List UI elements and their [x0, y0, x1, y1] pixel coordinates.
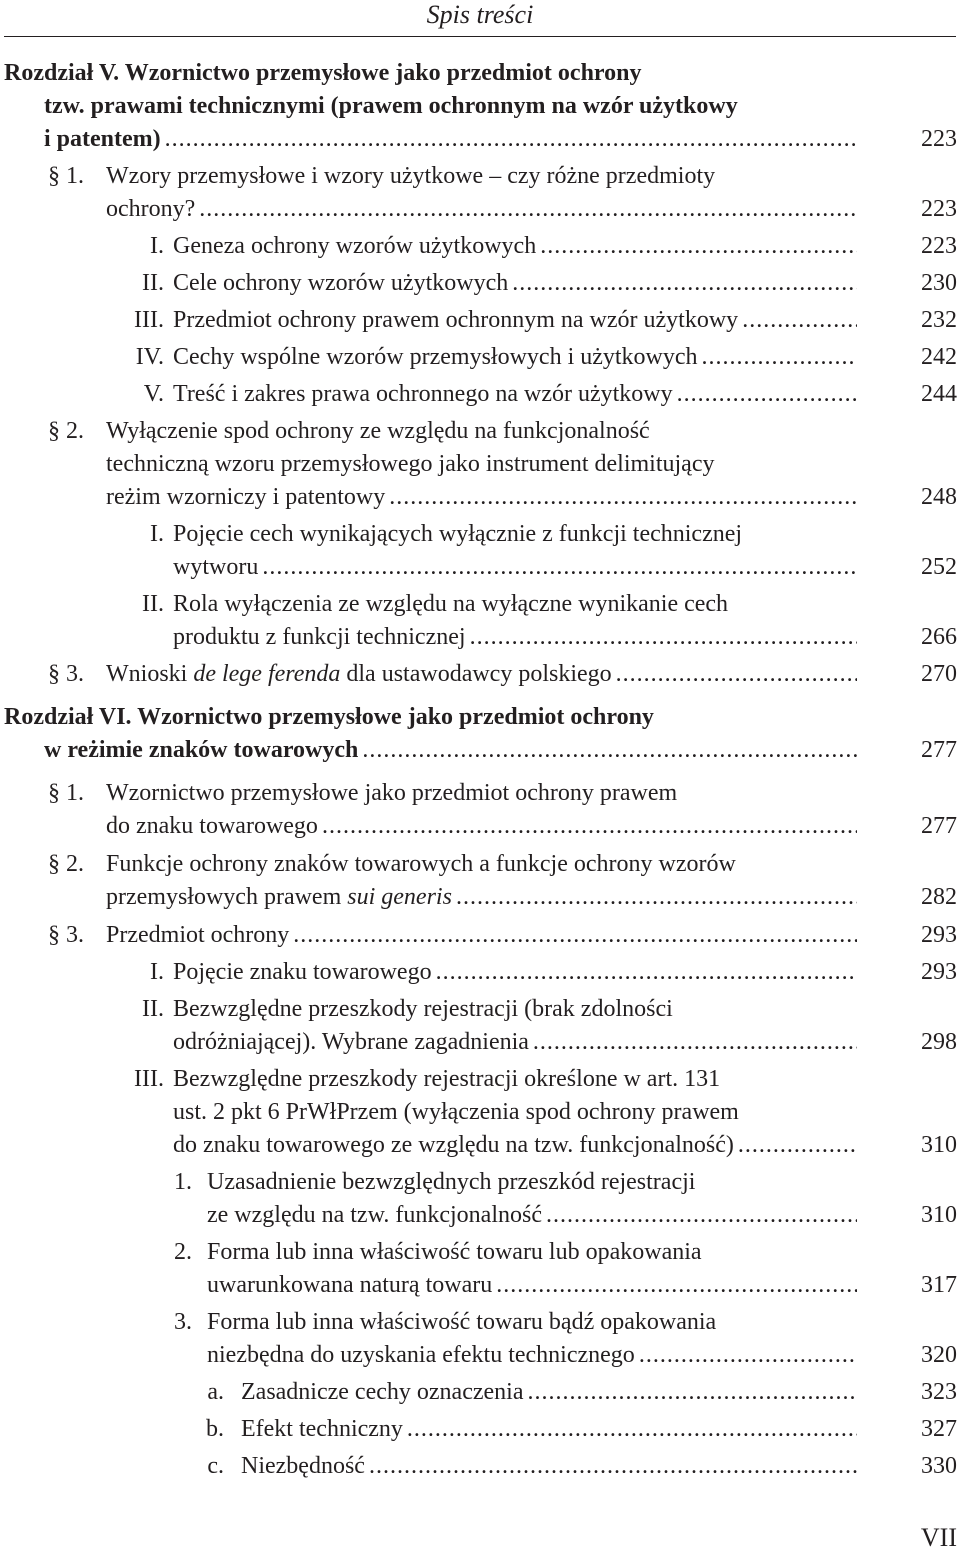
toc-entry[interactable] [0, 1166, 960, 1232]
dot-leader [293, 919, 857, 952]
entry-title: Pojęcie znaku towarowego [173, 959, 432, 985]
entry-page-number: 223 [921, 196, 957, 222]
entry-title: Zasadnicze cechy oznaczenia [241, 1379, 524, 1405]
entry-title: Pojęcie cech wynikających wyłącznie z funkcji technicznej [173, 521, 743, 547]
toc-entry[interactable] [0, 777, 960, 843]
page-header [0, 0, 960, 38]
running-title: Spis treści [426, 0, 534, 29]
entry-title: Wnioski de lege ferenda dla ustawodawcy polskiego [106, 661, 612, 687]
entry-title: Wzornictwo przemysłowe jako przedmiot ochrony prawem [106, 780, 678, 806]
toc-entry[interactable] [0, 588, 960, 654]
entry-page-number: 317 [921, 1272, 957, 1298]
entry-number: I. [150, 959, 164, 985]
entry-title: ze względu na tzw. funkcjonalność [207, 1202, 542, 1228]
entry-number: IV. [135, 344, 164, 370]
entry-number: 1. [174, 1169, 192, 1195]
entry-title: Bezwzględne przeszkody rejestracji określone w art. 131 [173, 1066, 721, 1092]
dot-leader [496, 1269, 857, 1302]
entry-title: Geneza ochrony wzorów użytkowych [173, 233, 537, 259]
entry-number: II. [142, 996, 164, 1022]
entry-title: Rozdział VI. Wzornictwo przemysłowe jako przedmiot ochrony [4, 704, 654, 730]
entry-number: c. [207, 1453, 224, 1479]
header-rule [4, 36, 956, 37]
entry-page-number: 298 [921, 1029, 957, 1055]
entry-number: § 3. [48, 661, 84, 687]
entry-number: III. [134, 307, 164, 333]
dot-leader [677, 378, 857, 411]
toc-entry[interactable] [0, 701, 960, 767]
entry-title: do znaku towarowego ze względu na tzw. funkcjonalność) [173, 1132, 734, 1158]
entry-page-number: 310 [921, 1132, 957, 1158]
entry-number: § 3. [48, 922, 84, 948]
toc-entry[interactable] [0, 1450, 960, 1483]
dot-leader [702, 341, 857, 374]
entry-title: Wzory przemysłowe i wzory użytkowe – czy różne przedmioty [106, 163, 716, 189]
dot-leader [436, 956, 857, 989]
entry-page-number: 320 [921, 1342, 957, 1368]
toc-entry[interactable] [0, 993, 960, 1059]
dot-leader [362, 734, 857, 767]
toc-entry[interactable] [0, 1306, 960, 1372]
entry-title: Forma lub inna właściwość towaru lub opakowania [207, 1239, 702, 1265]
toc-entry[interactable] [0, 518, 960, 584]
toc-entry[interactable] [0, 658, 960, 691]
dot-leader [262, 551, 857, 584]
entry-number: V. [143, 381, 164, 407]
dot-leader [546, 1199, 857, 1232]
toc-entry[interactable] [0, 1376, 960, 1409]
entry-title: ochrony? [106, 196, 196, 222]
entry-title: techniczną wzoru przemysłowego jako instrument delimitujący [106, 451, 715, 477]
dot-leader [470, 621, 857, 654]
toc-entry[interactable] [0, 57, 960, 156]
entry-title: Funkcje ochrony znaków towarowych a funkcje ochrony wzorów [106, 851, 736, 877]
entry-number: III. [134, 1066, 164, 1092]
dot-leader [512, 267, 857, 300]
entry-page-number: 277 [921, 813, 957, 839]
entry-number: I. [150, 233, 164, 259]
entry-title: przemysłowych prawem sui generis [106, 884, 452, 910]
dot-leader [165, 123, 857, 156]
entry-page-number: 266 [921, 624, 957, 650]
entry-page-number: 252 [921, 554, 957, 580]
entry-title: Cechy wspólne wzorów przemysłowych i użytkowych [173, 344, 698, 370]
toc-entry[interactable] [0, 304, 960, 337]
dot-leader [533, 1026, 857, 1059]
entry-title: uwarunkowana naturą towaru [207, 1272, 493, 1298]
entry-title: Rola wyłączenia ze względu na wyłączne wynikanie cech [173, 591, 729, 617]
entry-title: Przedmiot ochrony prawem ochronnym na wzór użytkowy [173, 307, 739, 333]
entry-title: Wyłączenie spod ochrony ze względu na funkcjonalność [106, 418, 650, 444]
entry-page-number: 244 [921, 381, 957, 407]
entry-page-number: 282 [921, 884, 957, 910]
toc-entry[interactable] [0, 956, 960, 989]
toc-entry[interactable] [0, 848, 960, 914]
entry-title: reżim wzorniczy i patentowy [106, 484, 386, 510]
entry-page-number: 223 [921, 126, 957, 152]
entry-title: wytworu [173, 554, 259, 580]
entry-title: niezbędna do uzyskania efektu technicznego [207, 1342, 635, 1368]
entry-title: odróżniającej). Wybrane zagadnienia [173, 1029, 529, 1055]
entry-page-number: 242 [921, 344, 957, 370]
dot-leader [527, 1376, 857, 1409]
entry-page-number: 230 [921, 270, 957, 296]
toc-entry[interactable] [0, 415, 960, 514]
entry-title: produktu z funkcji technicznej [173, 624, 466, 650]
dot-leader [738, 1129, 857, 1162]
entry-page-number: 310 [921, 1202, 957, 1228]
entry-page-number: 277 [921, 737, 957, 763]
entry-title: Bezwzględne przeszkody rejestracji (brak zdolności [173, 996, 673, 1022]
entry-page-number: 232 [921, 307, 957, 333]
entry-number: I. [150, 521, 164, 547]
entry-number: § 1. [48, 780, 84, 806]
page-number: VII [920, 1523, 957, 1552]
toc-entry[interactable] [0, 919, 960, 952]
toc-entry[interactable] [0, 1413, 960, 1446]
entry-number: § 2. [48, 851, 84, 877]
toc-entry[interactable] [0, 1063, 960, 1162]
dot-leader [540, 230, 857, 263]
entry-page-number: 293 [921, 959, 957, 985]
dot-leader [456, 881, 857, 914]
entry-title: Efekt techniczny [241, 1416, 403, 1442]
entry-number: 2. [174, 1239, 192, 1265]
entry-title: Treść i zakres prawa ochronnego na wzór użytkowy [173, 381, 673, 407]
entry-title: w reżimie znaków towarowych [44, 737, 359, 763]
toc-entry[interactable] [0, 230, 960, 263]
entry-page-number: 293 [921, 922, 957, 948]
entry-title: Przedmiot ochrony [106, 922, 290, 948]
entry-number: II. [142, 270, 164, 296]
toc-entry[interactable] [0, 267, 960, 300]
table-of-contents [0, 57, 960, 1483]
toc-entry[interactable] [0, 378, 960, 411]
entry-title: i patentem) [44, 126, 161, 152]
entry-title: Uzasadnienie bezwzględnych przeszkód rejestracji [207, 1169, 696, 1195]
dot-leader [199, 193, 857, 226]
toc-entry[interactable] [0, 1236, 960, 1302]
dot-leader [369, 1450, 857, 1483]
entry-page-number: 330 [921, 1453, 957, 1479]
entry-number: 3. [174, 1309, 192, 1335]
entry-title: Niezbędność [241, 1453, 365, 1479]
entry-number: a. [207, 1379, 224, 1405]
entry-title: do znaku towarowego [106, 813, 318, 839]
dot-leader [389, 481, 857, 514]
entry-page-number: 223 [921, 233, 957, 259]
entry-number: § 2. [48, 418, 84, 444]
entry-number: b. [206, 1416, 224, 1442]
entry-title: Forma lub inna właściwość towaru bądź opakowania [207, 1309, 717, 1335]
toc-entry[interactable] [0, 160, 960, 226]
entry-page-number: 327 [921, 1416, 957, 1442]
entry-title: ust. 2 pkt 6 PrWłPrzem (wyłączenia spod ochrony prawem [173, 1099, 739, 1125]
entry-title: Rozdział V. Wzornictwo przemysłowe jako przedmiot ochrony [4, 60, 642, 86]
dot-leader [322, 810, 857, 843]
entry-number: II. [142, 591, 164, 617]
entry-page-number: 248 [921, 484, 957, 510]
dot-leader [407, 1413, 857, 1446]
dot-leader [639, 1339, 857, 1372]
toc-entry[interactable] [0, 341, 960, 374]
dot-leader [616, 658, 857, 691]
entry-title: tzw. prawami technicznymi (prawem ochronnym na wzór użytkowy [44, 93, 738, 119]
dot-leader [742, 304, 857, 337]
entry-number: § 1. [48, 163, 84, 189]
entry-page-number: 270 [921, 661, 957, 687]
entry-page-number: 323 [921, 1379, 957, 1405]
entry-title: Cele ochrony wzorów użytkowych [173, 270, 509, 296]
